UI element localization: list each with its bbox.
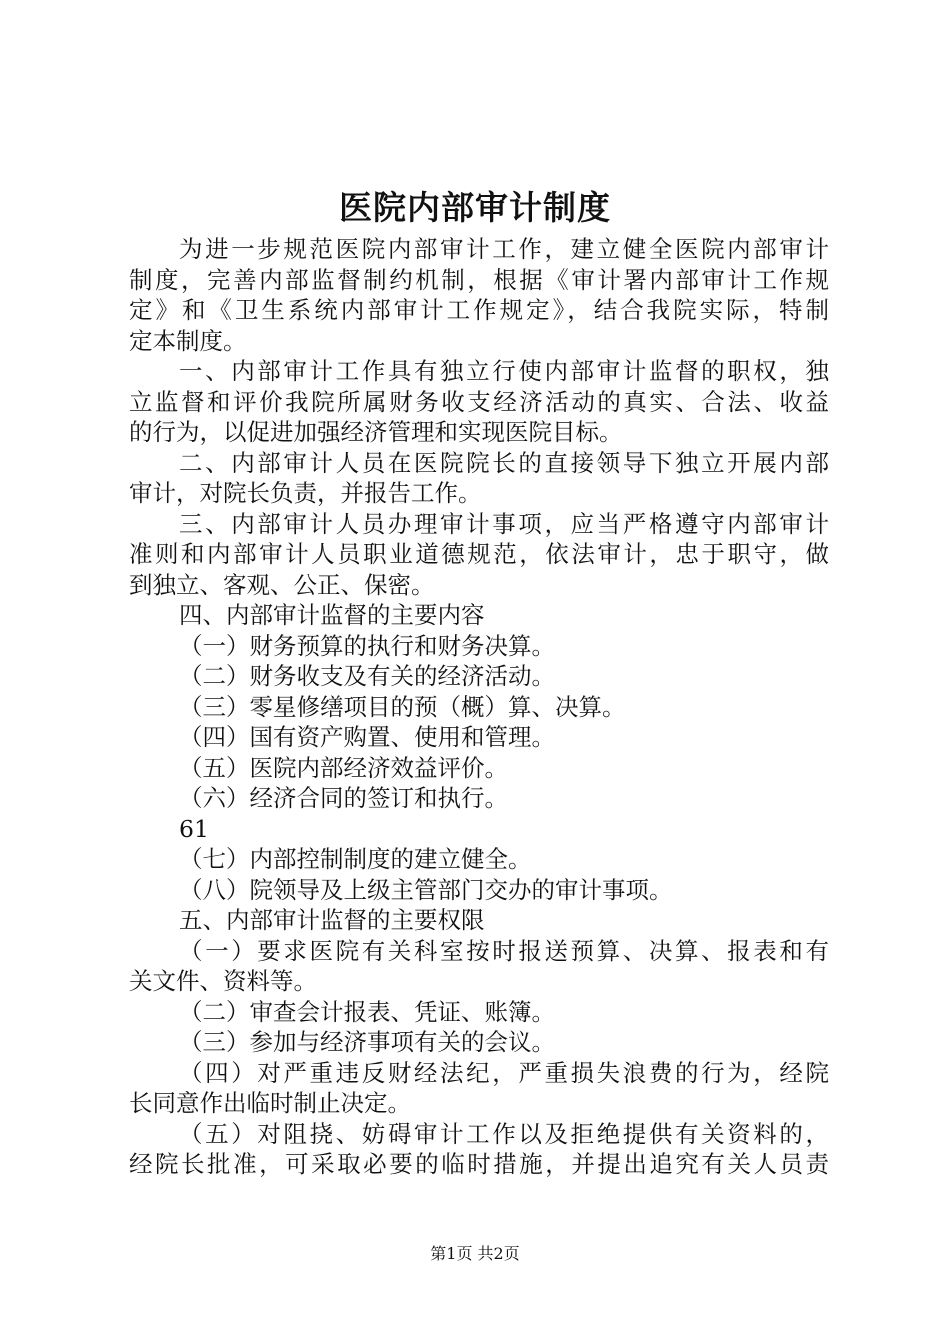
text-line: 五、内部审计监督的主要权限 (179, 906, 485, 934)
text-line: 审计，对院长负责，并报告工作。 (129, 479, 482, 507)
text-line: 经院长批准，可采取必要的临时措施，并提出追究有关人员责 (129, 1150, 829, 1178)
text-line: 长同意作出临时制止决定。 (129, 1089, 411, 1117)
text-line: （四）国有资产购置、使用和管理。 (179, 723, 555, 751)
text-line: 制度，完善内部监督制约机制，根据《审计署内部审计工作规 (129, 265, 829, 294)
text-line: 到独立、客观、公正、保密。 (129, 570, 435, 599)
text-line: 三、内部审计人员办理审计事项，应当严格遵守内部审计 (179, 509, 829, 538)
text-line: 二、内部审计人员在医院院长的直接领导下独立开展内部 (179, 448, 829, 477)
text-line: 的行为，以促进加强经济管理和实现医院目标。 (129, 418, 623, 446)
text-line: 61 (179, 814, 209, 843)
text-line: 定本制度。 (129, 326, 247, 355)
text-line: （二）财务收支及有关的经济活动。 (179, 662, 555, 690)
page-footer: 第1页 共2页 (430, 1244, 520, 1263)
text-line: （二）审查会计报表、凭证、账簿。 (179, 997, 555, 1026)
text-line: 关文件、资料等。 (129, 967, 317, 995)
text-line: （三）参加与经济事项有关的会议。 (179, 1028, 555, 1056)
text-line: 为进一步规范医院内部审计工作，建立健全医院内部审计 (179, 235, 829, 263)
text-line: （三）零星修缮项目的预（概）算、决算。 (179, 692, 626, 721)
text-line: （七）内部控制制度的建立健全。 (179, 845, 532, 873)
document-title: 医院内部审计制度 (339, 188, 611, 227)
text-line: 准则和内部审计人员职业道德规范，依法审计，忠于职守，做 (129, 540, 829, 568)
text-line: 立监督和评价我院所属财务收支经济活动的真实、合法、收益 (129, 387, 829, 416)
text-line: （四）对严重违反财经法纪，严重损失浪费的行为，经院 (179, 1058, 829, 1087)
text-line: （一）财务预算的执行和财务决算。 (179, 631, 555, 660)
text-line: 一、内部审计工作具有独立行使内部审计监督的职权，独 (179, 357, 829, 385)
document-body (129, 234, 829, 1180)
text-line: （六）经济合同的签订和执行。 (179, 784, 508, 812)
text-line: （五）对阻挠、妨碍审计工作以及拒绝提供有关资料的， (179, 1119, 829, 1148)
text-line: （一）要求医院有关科室按时报送预算、决算、报表和有 (179, 936, 829, 965)
text-line: （八）院领导及上级主管部门交办的审计事项。 (179, 875, 673, 904)
text-line: 四、内部审计监督的主要内容 (179, 601, 485, 629)
text-line: （五）医院内部经济效益评价。 (179, 753, 508, 782)
text-line: 定》和《卫生系统内部审计工作规定》，结合我院实际，特制 (129, 296, 829, 324)
